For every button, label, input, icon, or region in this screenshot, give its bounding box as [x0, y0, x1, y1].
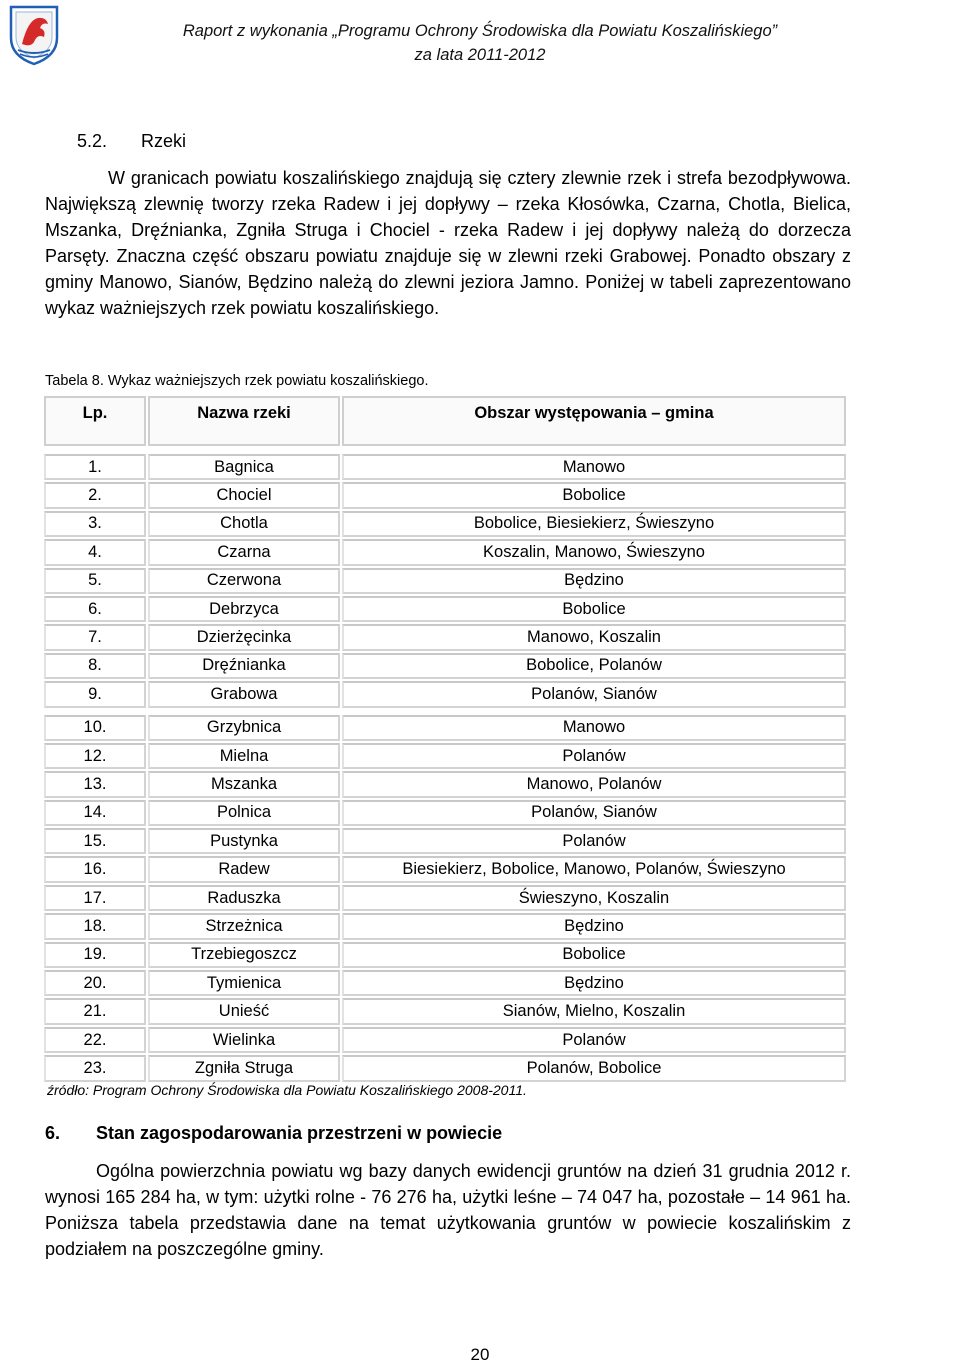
cell-river-name: Tymienica: [148, 970, 340, 996]
cell-river-name: Strzeżnica: [148, 913, 340, 939]
table-row: [43, 714, 853, 742]
cell-lp: 3.: [44, 511, 146, 537]
cell-area: Manowo, Koszalin: [342, 624, 846, 650]
table-row: [43, 770, 853, 798]
cell-lp: 16.: [44, 856, 146, 882]
cell-river-name: Pustynka: [148, 828, 340, 854]
cell-area: Koszalin, Manowo, Świeszyno: [342, 539, 846, 565]
header-cell-river-name: Nazwa rzeki: [148, 396, 340, 446]
cell-river-name: Unieść: [148, 998, 340, 1024]
cell-lp: 12.: [44, 743, 146, 769]
cell-lp: 17.: [44, 885, 146, 911]
cell-river-name: Dręźnianka: [148, 653, 340, 679]
cell-lp: 20.: [44, 970, 146, 996]
cell-river-name: Dzierżęcinka: [148, 624, 340, 650]
table-row: [43, 1054, 853, 1082]
table-row: [43, 855, 853, 883]
cell-area: Będzino: [342, 913, 846, 939]
cell-river-name: Trzebiegoszcz: [148, 942, 340, 968]
cell-lp: 7.: [44, 624, 146, 650]
cell-area: Będzino: [342, 568, 846, 594]
table-row: [43, 941, 853, 969]
table-row: [43, 997, 853, 1025]
section-6-number: 6.: [45, 1123, 61, 1143]
section-6-title: Stan zagospodarowania przestrzeni w powiecie: [96, 1123, 503, 1143]
cell-lp: 23.: [44, 1055, 146, 1081]
land-use-paragraph: Ogólna powierzchnia powiatu wg bazy danych ewidencji gruntów na dzień 31 grudnia 2012 r. wynosi 165 284 ha, w tym: użytki rolne - 76 276 ha, użytki leśne – 74 047 ha, pozostałe – 14 961 ha. Poniższa tabela przedstawia dane na temat użytkowania gruntów w powiecie koszalińskim z podziałem na poszczególne gminy.: [45, 1161, 851, 1259]
cell-area: Bobolice, Biesiekierz, Świeszyno: [342, 511, 846, 537]
cell-area: Sianów, Mielno, Koszalin: [342, 998, 846, 1024]
cell-lp: 1.: [44, 454, 146, 480]
cell-lp: 19.: [44, 942, 146, 968]
cell-lp: 22.: [44, 1027, 146, 1053]
table-row: [43, 510, 853, 538]
table-row: [43, 567, 853, 595]
cell-river-name: Czarna: [148, 539, 340, 565]
cell-lp: 9.: [44, 681, 146, 707]
table-row: [43, 680, 853, 708]
cell-area: Będzino: [342, 970, 846, 996]
table-row: [43, 799, 853, 827]
table-row: [43, 969, 853, 997]
cell-lp: 5.: [44, 568, 146, 594]
cell-lp: 8.: [44, 653, 146, 679]
cell-lp: 15.: [44, 828, 146, 854]
rivers-paragraph: W granicach powiatu koszalińskiego znajdują się cztery zlewnie rzek i strefa bezodpływowa. Największą zlewnię tworzy rzeka Radew i jej dopływy – rzeka Kłosówka, Czarna, Chotla, Bielica, Mszanka, Dręźnianka, Zgniła Struga i Chociel - rzeka Radew i jej dopływy należą do dorzecza Parsęty. Znaczna część obszaru powiatu znajduje się w zlewni rzeki Grabowej. Ponadto obszary z gminy Manowo, Sianów, Będzino należą do zlewni jeziora Jamno. Poniżej w tabeli zaprezentowano wykaz ważniejszych rzek powiatu koszalińskiego.: [45, 168, 851, 318]
cell-river-name: Grzybnica: [148, 715, 340, 741]
table-row: [43, 827, 853, 855]
cell-lp: 6.: [44, 596, 146, 622]
header-period: za lata 2011-2012: [414, 46, 546, 64]
cell-river-name: Grabowa: [148, 681, 340, 707]
cell-area: Polanów: [342, 1027, 846, 1053]
cell-river-name: Chociel: [148, 482, 340, 508]
cell-area: Bobolice: [342, 596, 846, 622]
cell-area: Polanów, Sianów: [342, 681, 846, 707]
cell-area: Świeszyno, Koszalin: [342, 885, 846, 911]
table-source: źródło: Program Ochrony Środowiska dla Powiatu Koszalińskiego 2008-2011.: [47, 1082, 527, 1098]
cell-area: Polanów: [342, 828, 846, 854]
cell-lp: 18.: [44, 913, 146, 939]
header-cell-area: Obszar występowania – gmina: [342, 396, 846, 446]
cell-river-name: Debrzyca: [148, 596, 340, 622]
cell-area: Bobolice: [342, 942, 846, 968]
cell-area: Manowo, Polanów: [342, 771, 846, 797]
table-row: [43, 912, 853, 940]
cell-area: Bobolice: [342, 482, 846, 508]
table-row: [43, 595, 853, 623]
table-row: [43, 742, 853, 770]
page-number: 20: [470, 1345, 490, 1364]
cell-lp: 10.: [44, 715, 146, 741]
table-row: [43, 623, 853, 651]
table-row: [43, 453, 853, 481]
cell-lp: 4.: [44, 539, 146, 565]
cell-area: Bobolice, Polanów: [342, 653, 846, 679]
cell-lp: 14.: [44, 800, 146, 826]
cell-area: Polanów, Bobolice: [342, 1055, 846, 1081]
cell-river-name: Raduszka: [148, 885, 340, 911]
cell-river-name: Radew: [148, 856, 340, 882]
cell-lp: 2.: [44, 482, 146, 508]
cell-area: Manowo: [342, 454, 846, 480]
cell-river-name: Wielinka: [148, 1027, 340, 1053]
cell-river-name: Polnica: [148, 800, 340, 826]
rivers-table: [43, 395, 853, 1083]
section-title: Rzeki: [141, 131, 187, 151]
table-body-group-1: [43, 453, 853, 709]
section-number: 5.2.: [77, 131, 108, 151]
cell-river-name: Mielna: [148, 743, 340, 769]
cell-river-name: Mszanka: [148, 771, 340, 797]
cell-area: Biesiekierz, Bobolice, Manowo, Polanów, Świeszyno: [342, 856, 846, 882]
table-row: [43, 884, 853, 912]
header-title: Raport z wykonania „Programu Ochrony Środowiska dla Powiatu Koszalińskiego”: [182, 22, 778, 40]
cell-river-name: Bagnica: [148, 454, 340, 480]
table-row: [43, 1026, 853, 1054]
cell-lp: 21.: [44, 998, 146, 1024]
cell-area: Polanów, Sianów: [342, 800, 846, 826]
cell-area: Manowo: [342, 715, 846, 741]
cell-lp: 13.: [44, 771, 146, 797]
cell-area: Polanów: [342, 743, 846, 769]
table-row: [43, 652, 853, 680]
cell-river-name: Zgniła Struga: [148, 1055, 340, 1081]
coat-of-arms-logo: [8, 4, 60, 66]
table-body-group-2: [43, 714, 853, 1083]
table-header-row: [43, 395, 853, 447]
cell-river-name: Czerwona: [148, 568, 340, 594]
table-caption: Tabela 8. Wykaz ważniejszych rzek powiatu koszalińskiego.: [45, 373, 429, 389]
table-row: [43, 481, 853, 509]
table-row: [43, 538, 853, 566]
header-cell-lp: Lp.: [44, 396, 146, 446]
cell-river-name: Chotla: [148, 511, 340, 537]
